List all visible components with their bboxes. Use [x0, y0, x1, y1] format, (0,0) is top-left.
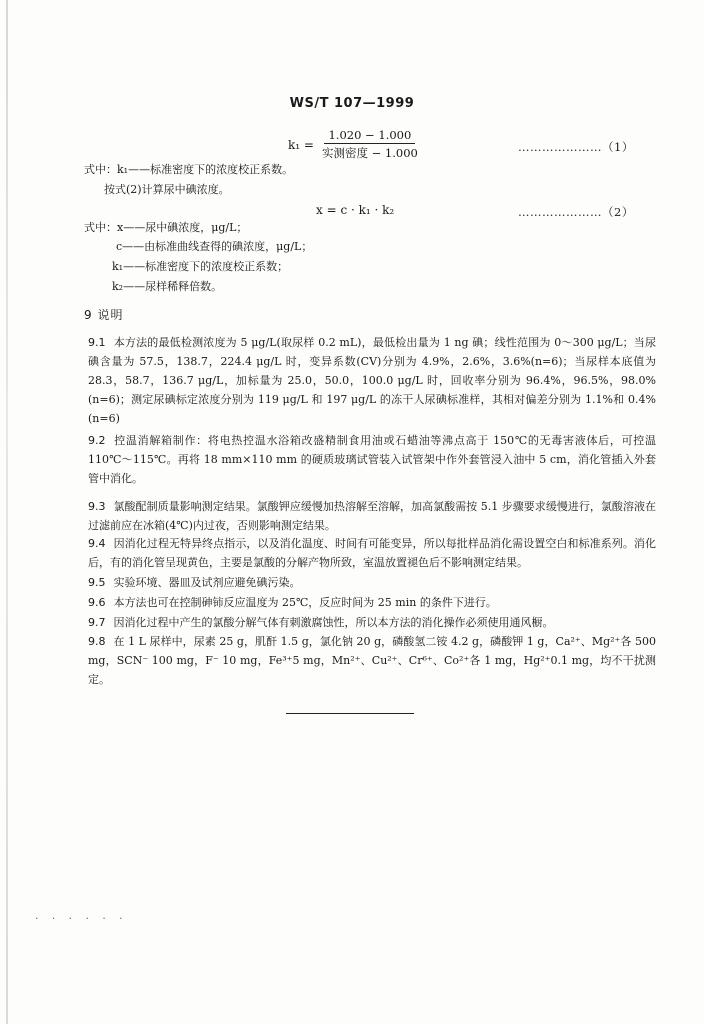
- note-text: 实验环境、器皿及试剂应避免碘污染。: [113, 576, 301, 589]
- note-label: 9.6: [88, 596, 106, 609]
- end-rule: [286, 713, 414, 714]
- note-text: 在 1 L 尿样中，尿素 25 g，肌酐 1.5 g，氯化钠 20 g，磷酸氢二铵 4.2 g，磷酸钾 1 g，Ca²⁺、Mg²⁺各 500 mg，SCN⁻ 100 mg，F⁻ 10 mg，Fe³⁺5 mg，Mn²⁺、Cu²⁺、Cr⁶⁺、Co²⁺各 1 mg，Hg²⁺0.1 mg，均不干扰测定。: [88, 635, 656, 686]
- note-label: 9.7: [88, 616, 106, 629]
- standard-code-header: WS/T 107—1999: [289, 96, 415, 111]
- where-1-line-2: 按式(2)计算尿中碘浓度。: [104, 183, 230, 196]
- note-9-7: [88, 613, 656, 632]
- note-label: 9.5: [88, 576, 106, 589]
- where-1-line-1: 式中：k₁——标准密度下的浓度校正系数。: [84, 163, 294, 176]
- note-label: 9.2: [88, 434, 106, 447]
- formula-2-expression: x = c · k₁ · k₂: [316, 203, 395, 217]
- where-2-line-1: 式中：x——尿中碘浓度，μg/L；: [84, 221, 248, 234]
- formula-1: [288, 128, 422, 161]
- formula-2-number: …………………（2）: [518, 205, 634, 219]
- note-text: 因消化过程无特异终点指示，以及消化温度、时间有可能变异，所以每批样品消化需设置空白和标准系列。消化后，有的消化管呈现黄色，主要是氯酸的分解产物所致，室温放置褪色后不影响测定结果。: [88, 537, 656, 569]
- note-text: 控温消解箱制作：将电热控温水浴箱改盛精制食用油或石蜡油等沸点高于 150℃的无毒害液体后，可控温 110℃～115℃。再将 18 mm×110 mm 的硬质玻璃试管装入试管架中作外套管浸入油中 5 cm，消化管插入外套管中消化。: [88, 434, 656, 485]
- note-9-8: [88, 632, 656, 689]
- note-text: 氯酸配制质量影响测定结果。氯酸钾应缓慢加热溶解至溶解，加高氯酸需按 5.1 步骤要求缓慢进行，氯酸溶液在过滤前应在冰箱(4℃)内过夜，否则影响测定结果。: [88, 500, 656, 532]
- formula-1-fraction: [318, 128, 422, 161]
- formula-1-lhs: k₁ =: [288, 137, 314, 152]
- formula-1-numerator: 1.020 − 1.000: [324, 128, 415, 144]
- formula-1-denominator: 实测密度 − 1.000: [321, 146, 418, 160]
- section-title: 9 说明: [84, 308, 124, 322]
- note-label: 9.8: [88, 635, 106, 648]
- where-2-line-3: k₁——标准密度下的浓度校正系数；: [112, 260, 289, 273]
- note-label: 9.4: [88, 537, 106, 550]
- formula-1-number: …………………（1）: [518, 140, 634, 154]
- note-label: 9.3: [88, 500, 106, 513]
- scan-edge-shadow: [6, 0, 8, 1024]
- note-text: 本方法的最低检测浓度为 5 μg/L(取尿样 0.2 mL)，最低检出量为 1 ng 碘；线性范围为 0～300 μg/L；当尿碘含量为 57.5，138.7，224.4 μg/L 时，变异系数(CV)分别为 4.9%，2.6%，3.6%(n=6)；当尿样本底值为 28.3，58.7，136.7 μg/L，加标量为 25.0，50.0，100.0 μg/L 时，回收率分别为 96.4%，96.5%，98.0%(n=6)；测定尿碘标定浓度分别为 119 μg/L 和 197 μg/L 的冻干人尿碘标准样，其相对偏差分别为 1.1%和 0.4%(n=6): [88, 336, 656, 425]
- note-9-3: [88, 497, 656, 535]
- where-2-line-4: k₂——尿样稀释倍数。: [112, 280, 223, 293]
- note-text: 因消化过程中产生的氯酸分解气体有刺激腐蚀性，所以本方法的消化操作必须使用通风橱。: [113, 616, 554, 629]
- note-label: 9.1: [88, 336, 106, 349]
- where-2-line-2: c——由标准曲线查得的碘浓度，μg/L；: [116, 240, 313, 253]
- note-9-6: [88, 593, 656, 612]
- note-9-4: [88, 534, 656, 572]
- note-9-1: [88, 333, 656, 428]
- formula-2: [316, 203, 394, 217]
- note-9-5: [88, 573, 656, 592]
- scan-specks: . . . . . .: [34, 912, 127, 922]
- note-text: 本方法也可在控制砷铈反应温度为 25℃，反应时间为 25 min 的条件下进行。: [113, 596, 497, 609]
- note-9-2: [88, 431, 656, 488]
